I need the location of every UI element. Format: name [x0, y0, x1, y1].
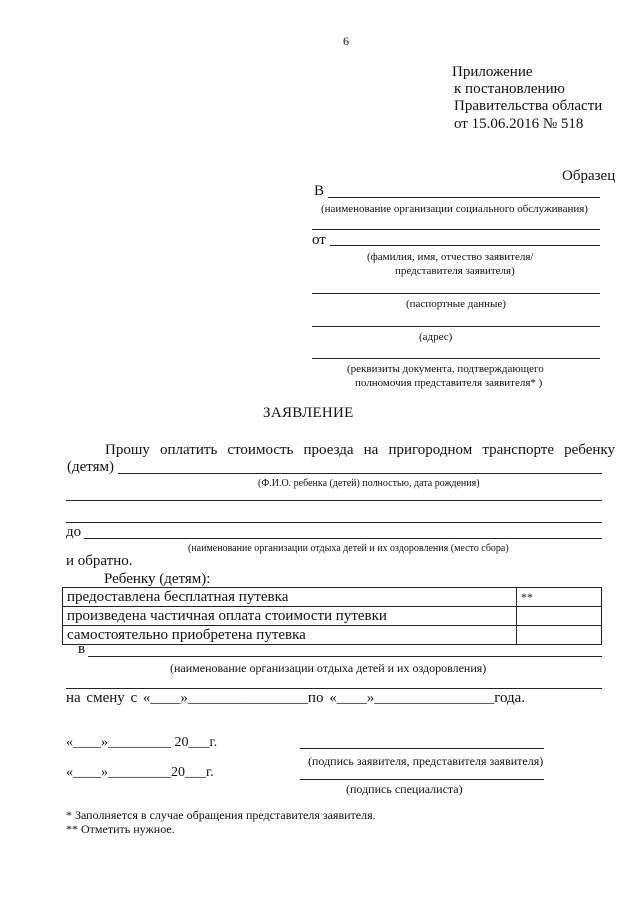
to-org-hint: (наименование организации социального обслуживания) — [321, 203, 588, 215]
appendix-line-4: от 15.06.2016 № 518 — [454, 116, 584, 132]
child-name-field[interactable] — [118, 473, 602, 474]
child-name-field-line-2[interactable] — [66, 500, 602, 501]
option-row[interactable] — [63, 607, 602, 626]
specialist-signature-hint: (подпись специалиста) — [346, 782, 463, 796]
request-paragraph: Прошу оплатить стоимость проезда на пригородном транспорте ребенку — [105, 442, 615, 458]
option-mark-cell[interactable]: ** — [517, 588, 602, 607]
to-camp-prefix: до — [66, 524, 82, 540]
option-mark-cell[interactable] — [517, 607, 602, 626]
recreation-org-field-line-2[interactable] — [66, 688, 602, 689]
voucher-options-table — [62, 587, 602, 645]
passport-field[interactable] — [312, 293, 600, 294]
in-prefix: в — [78, 641, 86, 657]
passport-hint: (паспортные данные) — [406, 298, 506, 310]
option-row[interactable] — [63, 626, 602, 645]
representative-doc-hint-1: (реквизиты документа, подтверждающего — [347, 363, 544, 375]
option-label: предоставлена бесплатная путевка — [63, 588, 517, 607]
from-prefix: от — [312, 232, 326, 248]
footnote-mark: ** Отметить нужное. — [66, 822, 175, 836]
option-label: произведена частичная оплата стоимости путевки — [63, 607, 517, 626]
child-label: Ребенку (детям): — [104, 571, 211, 587]
address-field[interactable] — [312, 326, 600, 327]
page-number: 6 — [343, 34, 349, 48]
child-name-field-line-3[interactable] — [66, 522, 602, 523]
option-mark-cell[interactable] — [517, 626, 602, 645]
applicant-name-hint-2: представителя заявителя) — [395, 265, 515, 277]
specialist-signature-field[interactable] — [300, 779, 544, 780]
representative-doc-field[interactable] — [312, 358, 600, 359]
camp-hint: (наименование организации отдыха детей и их оздоровления (место сбора) — [188, 543, 509, 554]
to-org-field[interactable] — [328, 197, 600, 198]
applicant-name-field[interactable] — [330, 245, 600, 246]
and-back-text: и обратно. — [66, 553, 133, 569]
representative-doc-hint-2: полномочия представителя заявителя* ) — [355, 377, 543, 389]
applicant-signature-field[interactable] — [300, 748, 544, 749]
footnote-representative: * Заполняется в случае обращения представителя заявителя. — [66, 808, 376, 822]
camp-field[interactable] — [84, 538, 602, 539]
recreation-org-field[interactable] — [88, 656, 602, 657]
address-hint: (адрес) — [419, 331, 453, 343]
document-title: ЗАЯВЛЕНИЕ — [263, 405, 354, 421]
specialist-date: «____»_________20___г. — [66, 765, 214, 780]
applicant-date: «____»_________ 20___г. — [66, 735, 218, 750]
to-prefix: В — [314, 183, 325, 199]
option-label: самостоятельно приобретена путевка — [63, 626, 517, 645]
children-prefix: (детям) — [67, 459, 115, 475]
recreation-org-hint: (наименование организации отдыха детей и их оздоровления) — [170, 661, 487, 675]
shift-dates-text: на смену с «____»________________по «____»________________года. — [66, 690, 526, 706]
sample-label: Образец — [562, 168, 616, 184]
applicant-name-hint-1: (фамилия, имя, отчество заявителя/ — [367, 251, 534, 263]
appendix-line-2: к постановлению — [454, 81, 565, 97]
appendix-line-3: Правительства области — [454, 98, 603, 114]
child-name-hint: (Ф.И.О. ребенка (детей) полностью, дата рождения) — [258, 478, 480, 489]
to-org-field-line-2[interactable] — [312, 229, 600, 230]
option-row[interactable] — [63, 588, 602, 607]
appendix-line-1: Приложение — [452, 64, 533, 80]
applicant-signature-hint: (подпись заявителя, представителя заявителя) — [308, 754, 544, 768]
